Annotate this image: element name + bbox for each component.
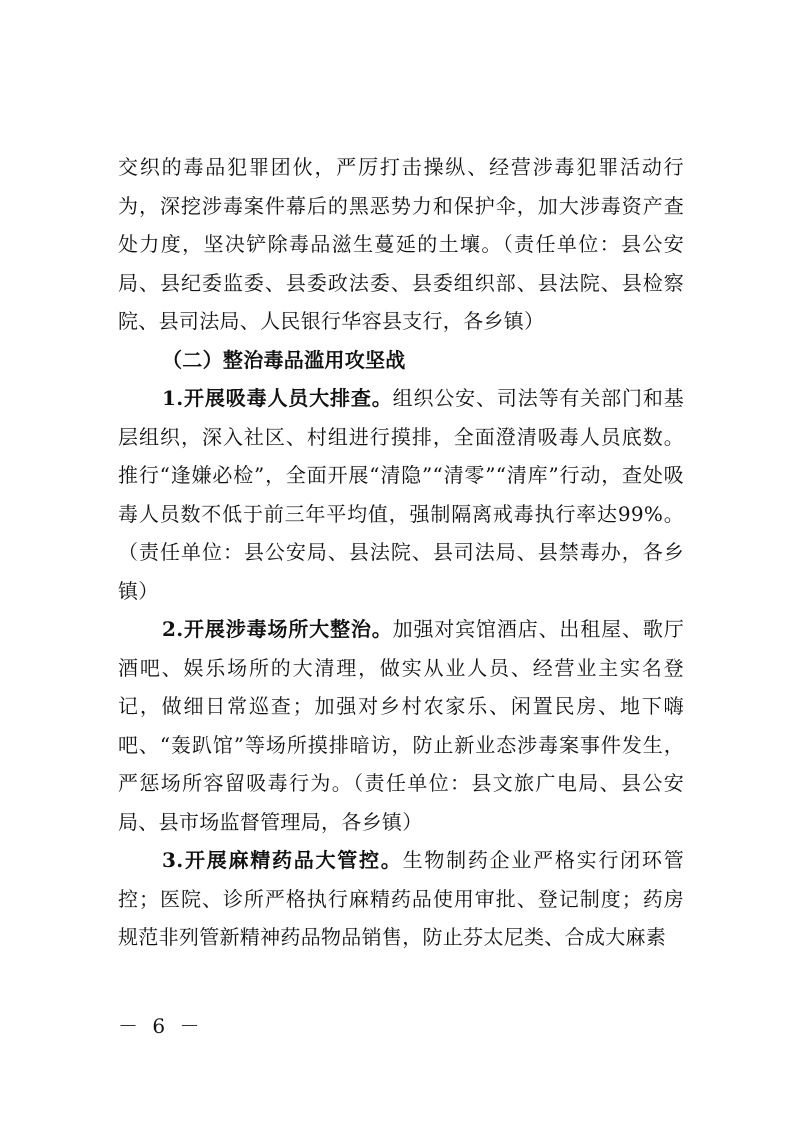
item-3-body: 生物制药企业严格实行闭环管控；医院、诊所严格执行麻精药品使用审批、登记制度；药房规范非列管新精神药品物品销售，防止芬太尼类、合成大麻素 — [118, 848, 684, 949]
paragraph-item-1 — [118, 379, 684, 610]
paragraph-item-2 — [118, 610, 684, 841]
item-1-title: 1.开展吸毒人员大排查。 — [162, 386, 393, 410]
item-2-title: 2.开展涉毒场所大整治。 — [162, 617, 393, 641]
document-body — [118, 148, 684, 957]
paragraph-continuation: 交织的毒品犯罪团伙，严厉打击操纵、经营涉毒犯罪活动行为，深挖涉毒案件幕后的黑恶势力和保护伞，加大涉毒资产查处力度，坚决铲除毒品滋生蔓延的土壤。（责任单位：县公安局、县纪委监委、县委政法委、县委组织部、县法院、县检察院、县司法局、人民银行华容县支行，各乡镇） — [118, 155, 684, 333]
item-3-title: 3.开展麻精药品大管控。 — [162, 848, 403, 872]
item-1-body: 组织公安、司法等有关部门和基层组织，深入社区、村组进行摸排，全面澄清吸毒人员底数。推行“逢嫌必检”，全面开展“清隐”“清零”“清库”行动，查处吸毒人员数不低于前三年平均值，强制隔离戒毒执行率达99%。（责任单位：县公安局、县法院、县司法局、县禁毒办，各乡镇） — [118, 386, 685, 603]
page-number: － 6 － — [118, 1014, 204, 1038]
item-2-body: 加强对宾馆酒店、出租屋、歌厅酒吧、娱乐场所的大清理，做实从业人员、经营业主实名登记，做细日常巡查；加强对乡村农家乐、闲置民房、地下嗨吧、“轰趴馆”等场所摸排暗访，防止新业态涉毒案事件发生，严惩场所容留吸毒行为。（责任单位：县文旅广电局、县公安局、县市场监督管理局，各乡镇） — [118, 617, 685, 834]
section-heading: （二）整治毒品滥用攻坚战 — [162, 347, 406, 372]
paragraph-item-3 — [118, 841, 684, 957]
